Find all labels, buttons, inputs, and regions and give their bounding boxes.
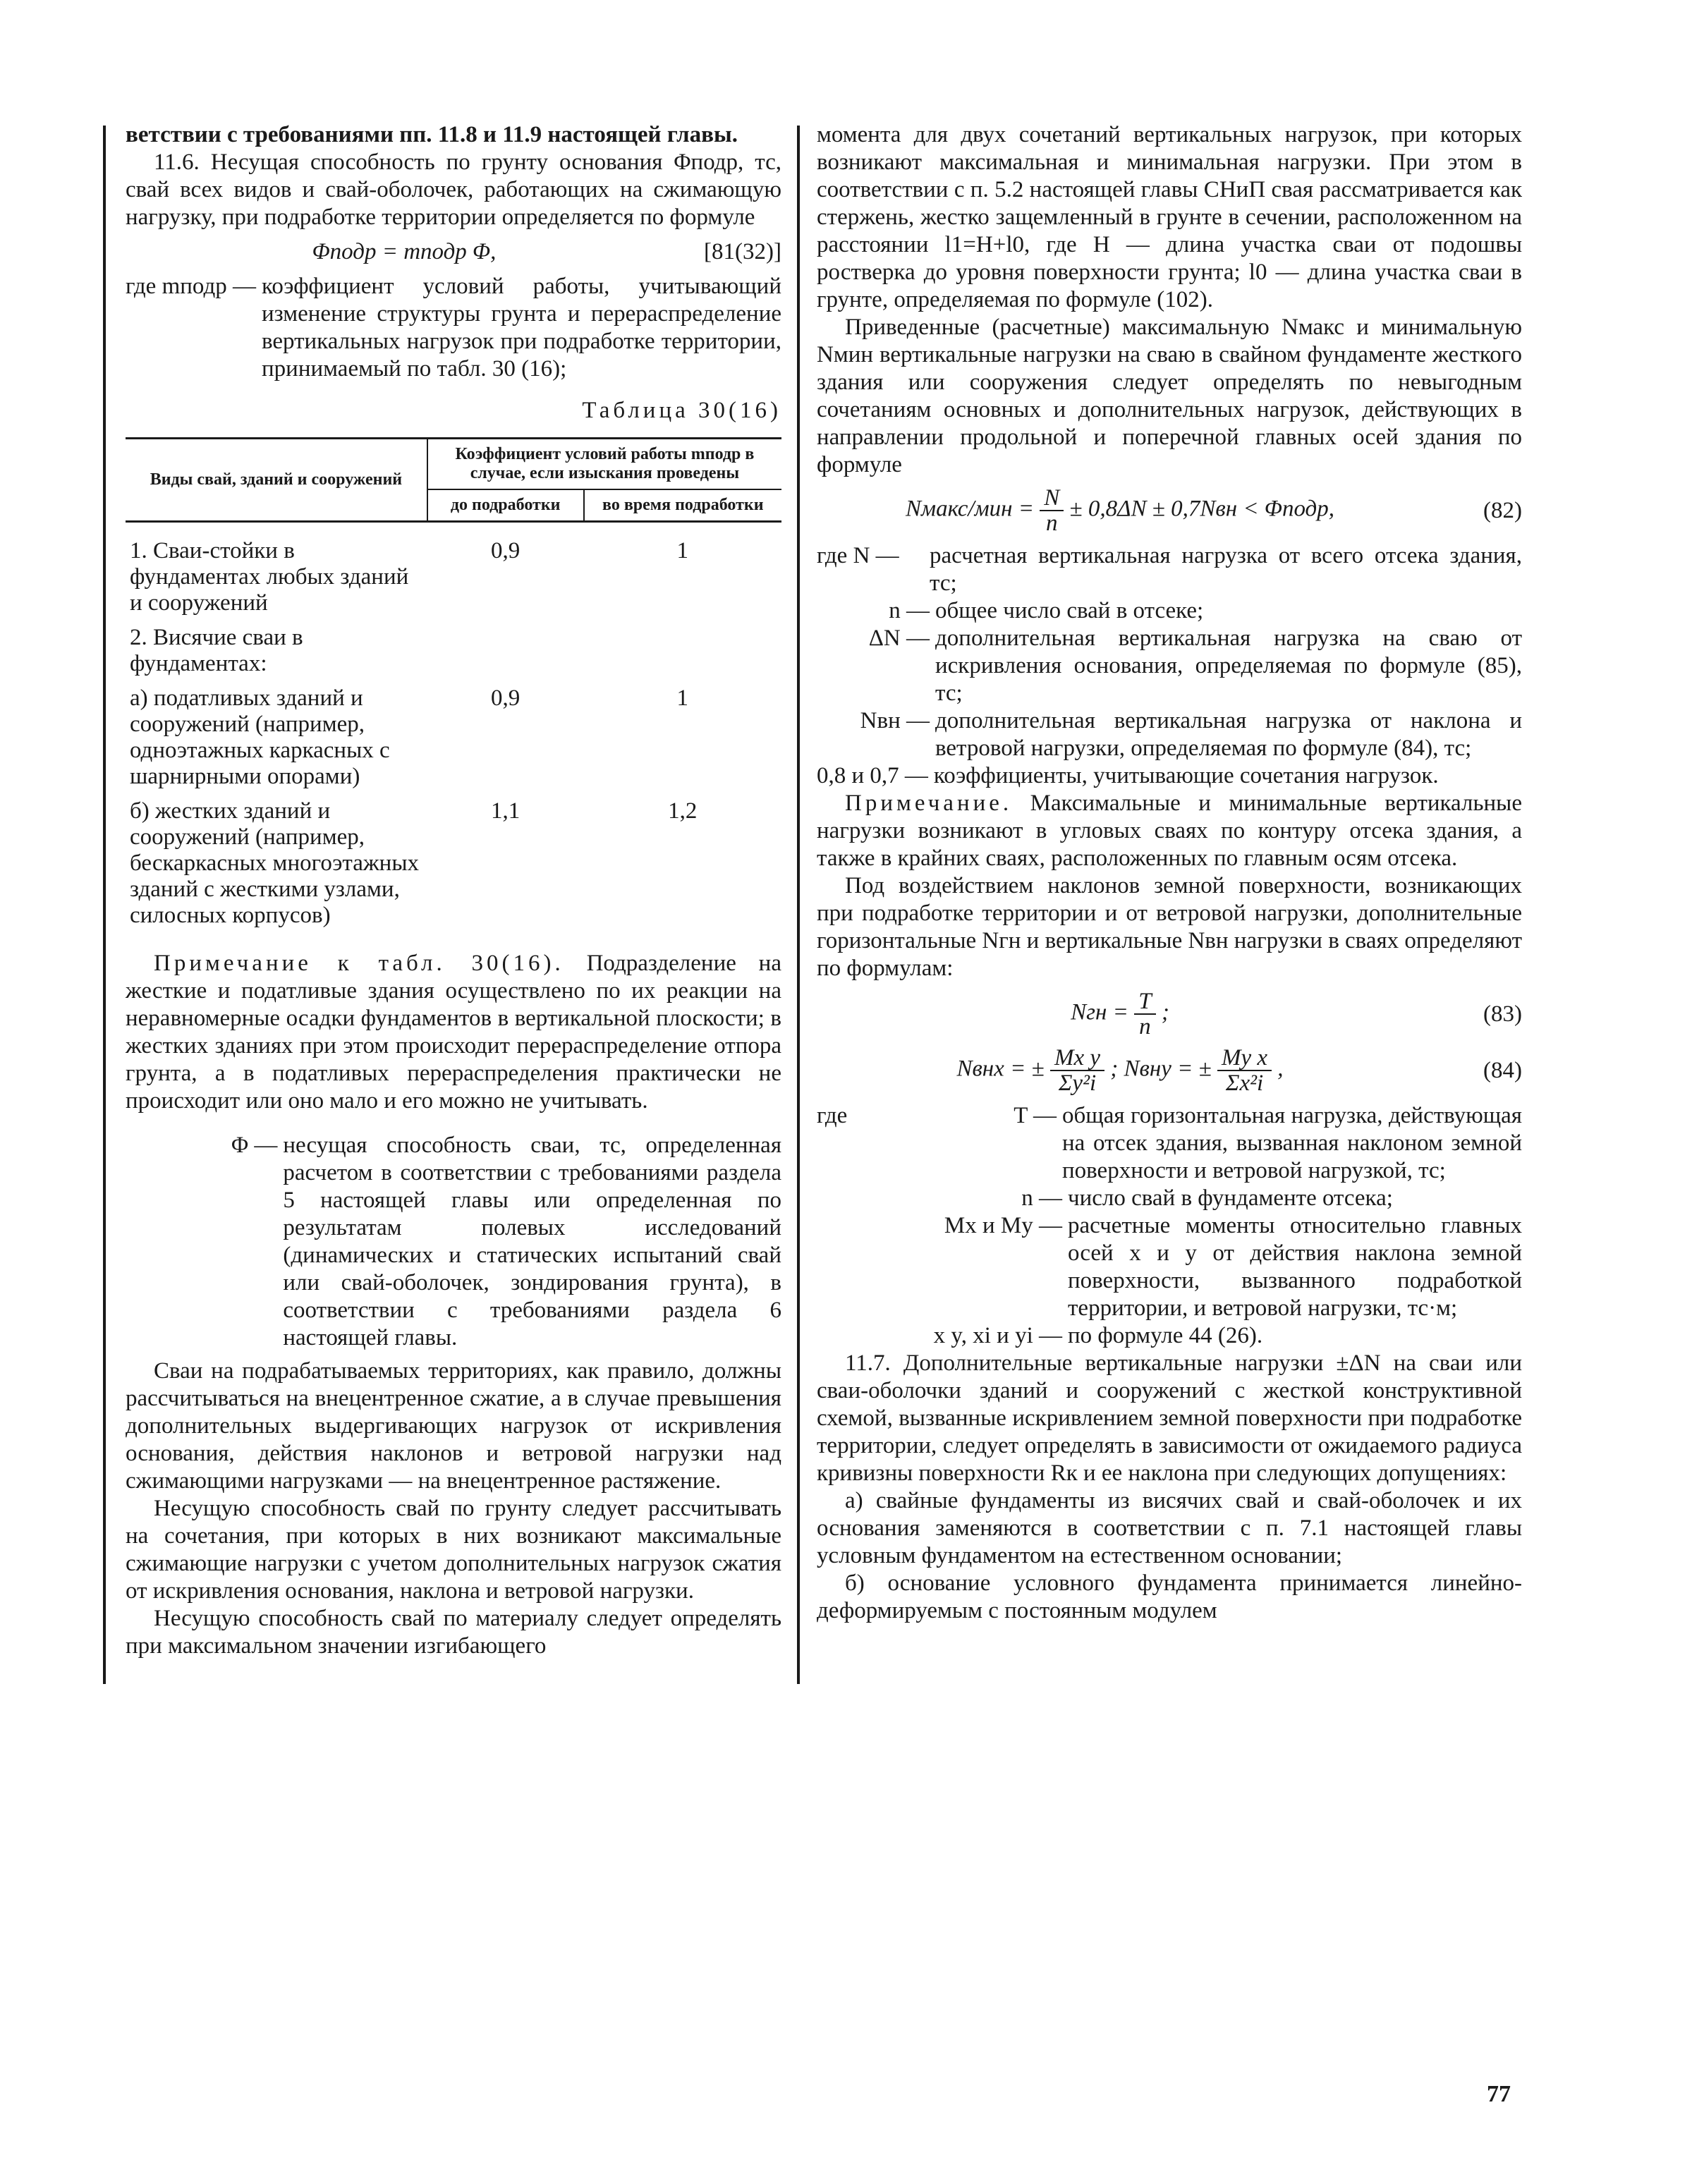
table-header-cell: во время подработки xyxy=(584,489,781,522)
formula-81 xyxy=(126,238,781,266)
paragraph: 11.7. Дополнительные вертикальные нагрузки ±ΔN на сваи или сваи-оболочки зданий и сооружений с жесткой конструктивной схемой, вызванные искривлением земной поверхности при подработке территории, следует определять в зависимости от ожидаемого радиуса кривизны поверхности Rк и ее наклона при следующих допущениях: xyxy=(817,1350,1522,1486)
definition-label: n — xyxy=(1021,1185,1062,1211)
definition-label: n — xyxy=(889,598,930,623)
formula-number: (84) xyxy=(1483,1057,1522,1083)
fraction-denominator: Σy²i xyxy=(1058,1070,1097,1096)
formula-part: ; xyxy=(1161,999,1169,1025)
definition-text: дополнительная вертикальная нагрузка от наклона и ветровой нагрузки, определяемая по формуле (84), тс; xyxy=(935,708,1522,761)
table-cell: а) податливых зданий и сооружений (например, одноэтажных каркасных с шарнирными опорами) xyxy=(130,685,390,789)
fraction-numerator: N xyxy=(1040,486,1064,511)
formula-number: (83) xyxy=(1483,1001,1522,1027)
right-column xyxy=(817,121,1522,1625)
paragraph: ветствии с требованиями пп. 11.8 и 11.9 настоящей главы. xyxy=(126,122,738,147)
formula-part: Nгн = xyxy=(1071,999,1128,1025)
paragraph: а) свайные фундаменты из висячих свай и свай-оболочек и их основания заменяются в соответствии с п. 7.1 настоящей главы условным фундаментом на естественном основании; xyxy=(817,1488,1522,1568)
margin-bar-right xyxy=(797,126,800,1684)
formula-expression: Φподр = mподр Φ, xyxy=(312,239,497,264)
table-cell: 1,2 xyxy=(668,798,698,824)
definition xyxy=(817,1212,1522,1322)
definition-text: коэффициенты, учитывающие сочетания нагрузок. xyxy=(933,763,1439,788)
definition-label: Nвн — xyxy=(860,708,930,733)
table-caption: Таблица 30(16) xyxy=(582,398,781,423)
definition-text: расчетная вертикальная нагрузка от всего отсека здания, тс; xyxy=(930,543,1522,596)
definition-label: Mx и My — xyxy=(944,1213,1062,1238)
definition xyxy=(126,1132,781,1352)
fraction-numerator: My x xyxy=(1217,1046,1272,1071)
table-header-cell: до подработки xyxy=(427,489,584,522)
definition-text: дополнительная вертикальная нагрузка на сваю от искривления основания, определяемая по формуле (85), тс; xyxy=(935,626,1522,706)
fraction xyxy=(1050,1046,1104,1095)
formula-83 xyxy=(817,989,1522,1039)
definition-text: несущая способность сваи, тс, определенная расчетом в соответствии с требованиями раздела 5 настоящей главы или определенная по результатам полевых исследований (динамических и статических испытаний свай или свай-оболочек, зондирования грунта), в соответствии с требованиями раздела 6 настоящей главы. xyxy=(283,1133,781,1350)
definition xyxy=(817,597,1522,625)
formula-82 xyxy=(817,486,1522,535)
table-row xyxy=(126,681,781,794)
table-note xyxy=(126,950,781,1115)
definition xyxy=(817,1322,1522,1350)
note-label: Примечание к табл. 30(16). xyxy=(154,951,564,976)
paragraph: 11.6. Несущая способность по грунту основания Φподр, тс, свай всех видов и свай-оболочек, работающих на сжимающую нагрузку, при подработке территории определяется по формуле xyxy=(126,150,781,230)
formula-part: ± 0,8ΔN ± 0,7Nвн < Φподр, xyxy=(1069,496,1334,522)
definition-label: Φ — xyxy=(231,1133,278,1158)
table-cell: 1,1 xyxy=(491,798,521,824)
formula-part: ; Nвну = ± xyxy=(1110,1056,1212,1082)
page-number: 77 xyxy=(1487,2081,1511,2107)
table-cell: 1. Сваи-стойки в фундаментах любых зданий и сооружений xyxy=(130,538,409,616)
formula-expression xyxy=(817,989,1423,1039)
table-cell: 1 xyxy=(676,685,689,711)
paragraph: Под воздействием наклонов земной поверхности, возникающих при подработке территории и от ветровой нагрузки, дополнительные горизонтальные Nгн и вертикальные Nвн нагрузки в сваях определяют по формулам: xyxy=(817,873,1522,981)
fraction xyxy=(1040,486,1064,535)
definition xyxy=(817,542,1522,597)
fraction-denominator: n xyxy=(1139,1014,1151,1039)
definition-label: где N — xyxy=(817,543,899,568)
margin-bar-left xyxy=(103,126,106,1684)
definition-label: где xyxy=(817,1103,848,1128)
formula-expression xyxy=(817,486,1423,535)
table-cell: 0,9 xyxy=(491,685,521,711)
formula-part: Nвнх = ± xyxy=(956,1056,1045,1082)
formula-84 xyxy=(817,1046,1522,1095)
definition xyxy=(126,273,781,383)
formula-part: Nмакс/мин = xyxy=(906,496,1035,522)
left-column xyxy=(126,121,781,1660)
note-label: Примечание. xyxy=(845,791,1013,816)
formula-number: (82) xyxy=(1483,497,1522,523)
table-row xyxy=(126,534,781,621)
table-cell: б) жестких зданий и сооружений (например, бескаркасных многоэтажных зданий с жесткими узлами, силосных корпусов) xyxy=(130,798,419,928)
definition xyxy=(817,625,1522,707)
definition-text: число свай в фундаменте отсека; xyxy=(1068,1185,1393,1211)
paragraph: б) основание условного фундамента принимается линейно-деформируемым с постоянным модулем xyxy=(817,1570,1522,1623)
table-row xyxy=(126,621,781,681)
note-text: Максимальные и минимальные вертикальные нагрузки возникают в угловых сваях по контуру отсека здания, а также в крайних сваях, расположенных по главным осям отсека. xyxy=(817,791,1522,871)
definition-text: общая горизонтальная нагрузка, действующая на отсек здания, вызванная наклоном земной поверхности и ветровой нагрузкой, тс; xyxy=(1062,1103,1522,1183)
fraction-numerator: Mx y xyxy=(1050,1046,1104,1071)
definition xyxy=(817,1185,1522,1212)
formula-part: , xyxy=(1277,1056,1284,1082)
paragraph: Несущую способность свай по материалу следует определять при максимальном значении изгибающего xyxy=(126,1606,781,1659)
definition-text: общее число свай в отсеке; xyxy=(935,598,1204,623)
note xyxy=(817,790,1522,872)
definition-label: 0,8 и 0,7 — xyxy=(817,763,928,788)
table-header-cell: Виды свай, зданий и сооружений xyxy=(126,439,427,522)
definition xyxy=(817,762,1522,790)
table-cell: 1 xyxy=(676,538,689,563)
definition-label: где mподр — xyxy=(126,274,256,299)
fraction-denominator: n xyxy=(1046,511,1058,536)
table-cell: 2. Висячие сваи в фундаментах: xyxy=(130,625,303,676)
definition-label: T — xyxy=(1014,1103,1057,1128)
paragraph: момента для двух сочетаний вертикальных нагрузок, при которых возникают максимальная и минимальная нагрузки. При этом в соответствии с п. 5.2 настоящей главы СНиП свая рассматривается как стержень, жестко защемленный в грунте в сечении, расположенном на расстоянии l1=H+l0, где H — длина участка сваи от подошвы ростверка до уровня поверхности грунта; l0 — длина участка сваи в грунте, определяемая по формуле (102). xyxy=(817,122,1522,312)
definition xyxy=(817,1102,1522,1185)
definition-text: расчетные моменты относительно главных осей x и y от действия наклона земной поверхности, вызванного подработкой территории, и ветровой нагрузки, тс·м; xyxy=(1068,1213,1522,1321)
formula-expression xyxy=(817,1046,1423,1095)
definition-text: коэффициент условий работы, учитывающий изменение структуры грунта и перераспределение вертикальных нагрузок при подработке территории, принимаемый по табл. 30 (16); xyxy=(262,274,781,382)
paragraph: Несущую способность свай по грунту следует рассчитывать на сочетания, при которых в них возникают максимальные сжимающие нагрузки с учетом дополнительных нагрузок сжатия от искривления основания, наклона и ветровой нагрузки. xyxy=(126,1496,781,1604)
fraction-numerator: T xyxy=(1134,989,1155,1015)
paragraph: Сваи на подрабатываемых территориях, как правило, должны рассчитываться на внецентренное сжатие, а в случае превышения дополнительных выдергивающих нагрузок от искривления основания, действия наклонов и ветровой нагрузки над сжимающими нагрузками — на внецентренное растяжение. xyxy=(126,1358,781,1494)
paragraph: Приведенные (расчетные) максимальную Nмакс и минимальную Nмин вертикальные нагрузки на сваю в свайном фундаменте жесткого здания или сооружения следует определять по невыгодным сочетаниям основных и дополнительных нагрузок, действующих в направлении продольной и поперечной главных осей здания по формуле xyxy=(817,315,1522,477)
fraction xyxy=(1217,1046,1272,1095)
fraction xyxy=(1134,989,1155,1039)
table-cell: 0,9 xyxy=(491,538,521,563)
formula-number: [81(32)] xyxy=(704,239,781,264)
table-row xyxy=(126,794,781,933)
definition-text: по формуле 44 (26). xyxy=(1068,1323,1263,1348)
coefficient-table xyxy=(126,437,781,933)
table-header-cell: Коэффициент условий работы mподр в случае, если изыскания проведены xyxy=(427,439,781,490)
definition xyxy=(817,707,1522,762)
definition-label: x y, xi и yi — xyxy=(933,1323,1062,1348)
fraction-denominator: Σx²i xyxy=(1225,1070,1264,1096)
definition-label: ΔN — xyxy=(868,626,930,651)
note-text: Подразделение на жесткие и податливые здания осуществлено по их реакции на неравномерные осадки фундаментов в вертикальной плоскости; в жестких зданиях при этом происходит перераспределение отпора грунта, а в податливых перераспределения практически не происходит или оно мало и его можно не учитывать. xyxy=(126,951,781,1114)
